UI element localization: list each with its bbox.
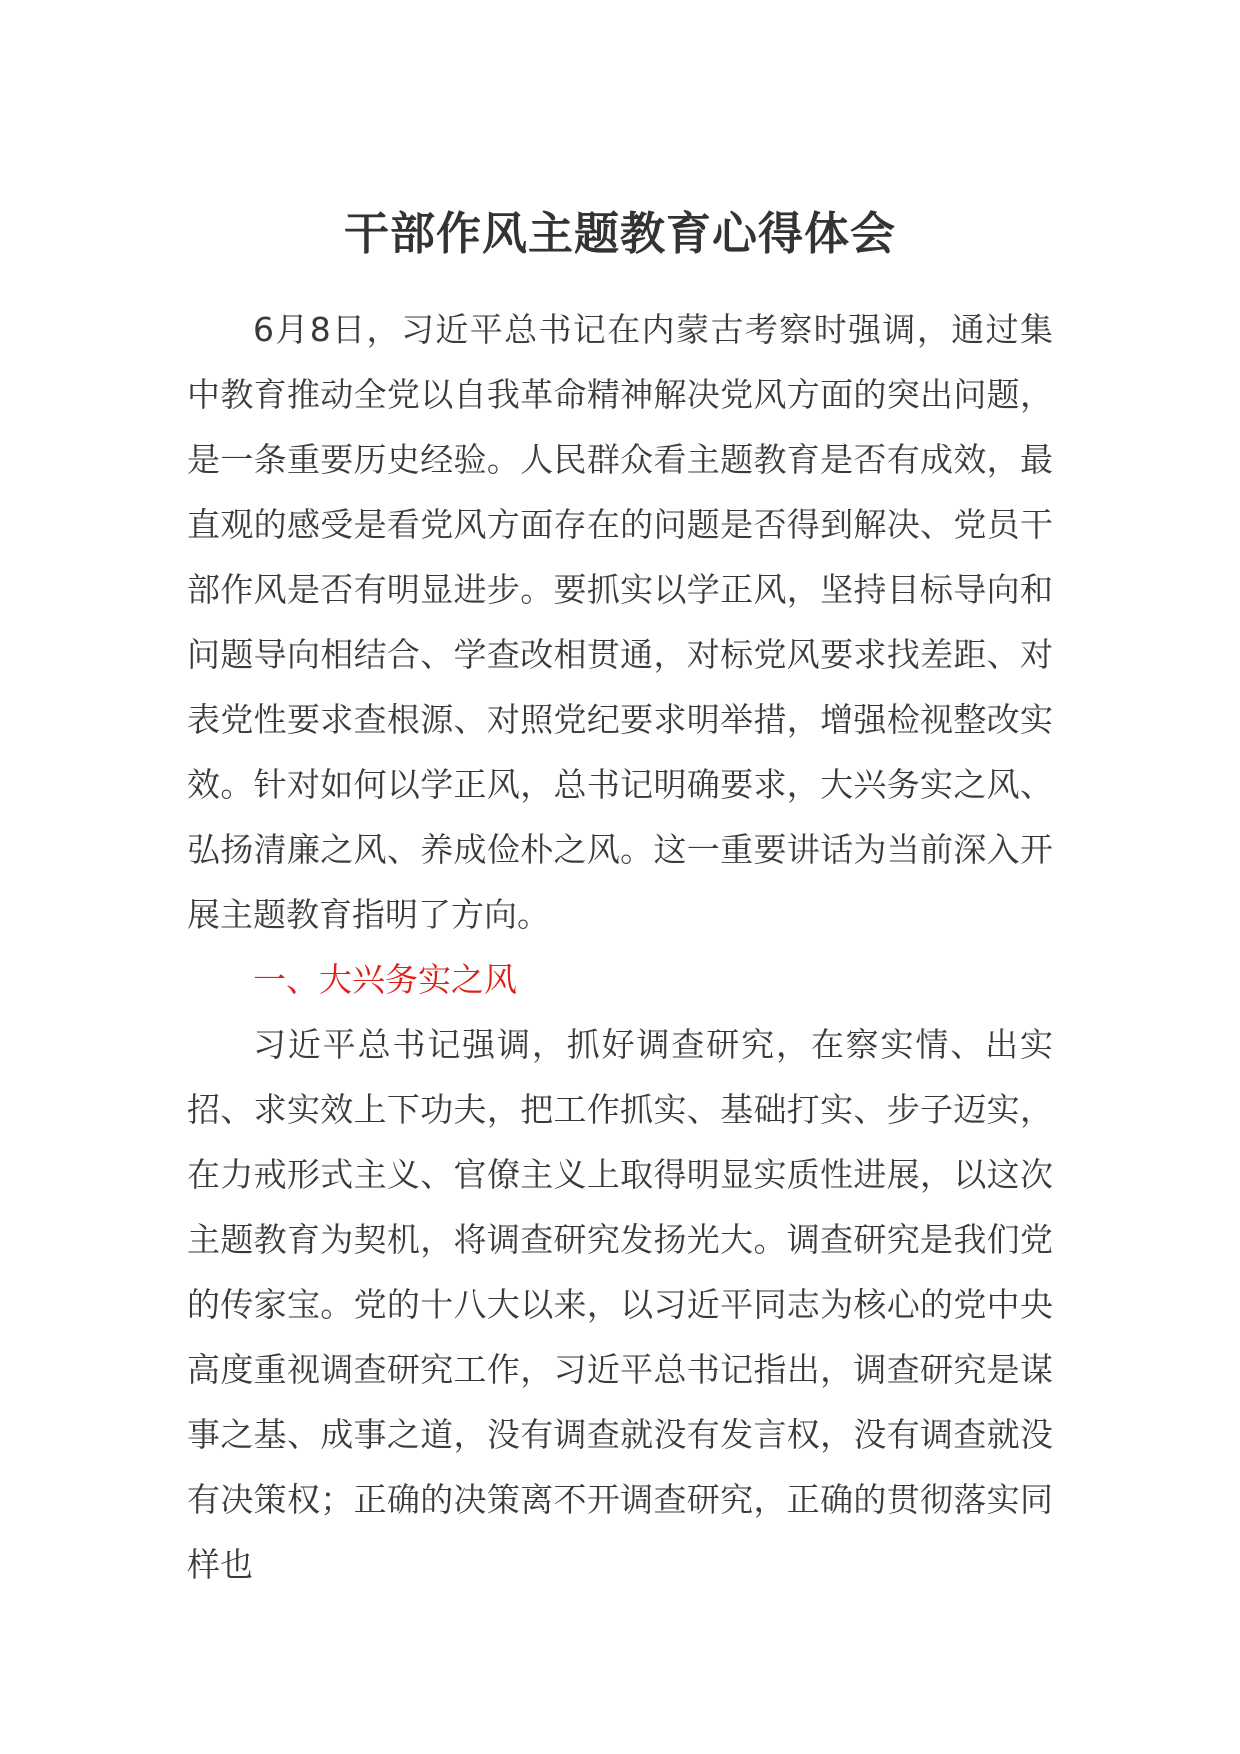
body-paragraph: 习近平总书记强调，抓好调查研究，在察实情、出实招、求实效上下功夫，把工作抓实、基础打实、步子迈实，在力戒形式主义、官僚主义上取得明显实质性进展，以这次主题教育为契机，将调查研究发扬光大。调查研究是我们党的传家宝。党的十八大以来，以习近平同志为核心的党中央高度重视调查研究工作，习近平总书记指出，调查研究是谋事之基、成事之道，没有调查就没有发言权，没有调查就没有决策权；正确的决策离不开调查研究，正确的贯彻落实同样也 (187, 1025, 1053, 1584)
document-title: 干部作风主题教育心得体会 (343, 207, 896, 260)
section-heading: 一、大兴务实之风 (253, 960, 517, 999)
document-body (187, 297, 1053, 1597)
intro-paragraph: 6月8日，习近平总书记在内蒙古考察时强调，通过集中教育推动全党以自我革命精神解决党风方面的突出问题，是一条重要历史经验。人民群众看主题教育是否有成效，最直观的感受是看党风方面存在的问题是否得到解决、党员干部作风是否有明显进步。要抓实以学正风，坚持目标导向和问题导向相结合、学查改相贯通，对标党风要求找差距、对表党性要求查根源、对照党纪要求明举措，增强检视整改实效。针对如何以学正风，总书记明确要求，大兴务实之风、弘扬清廉之风、养成俭朴之风。这一重要讲话为当前深入开展主题教育指明了方向。 (187, 310, 1053, 934)
